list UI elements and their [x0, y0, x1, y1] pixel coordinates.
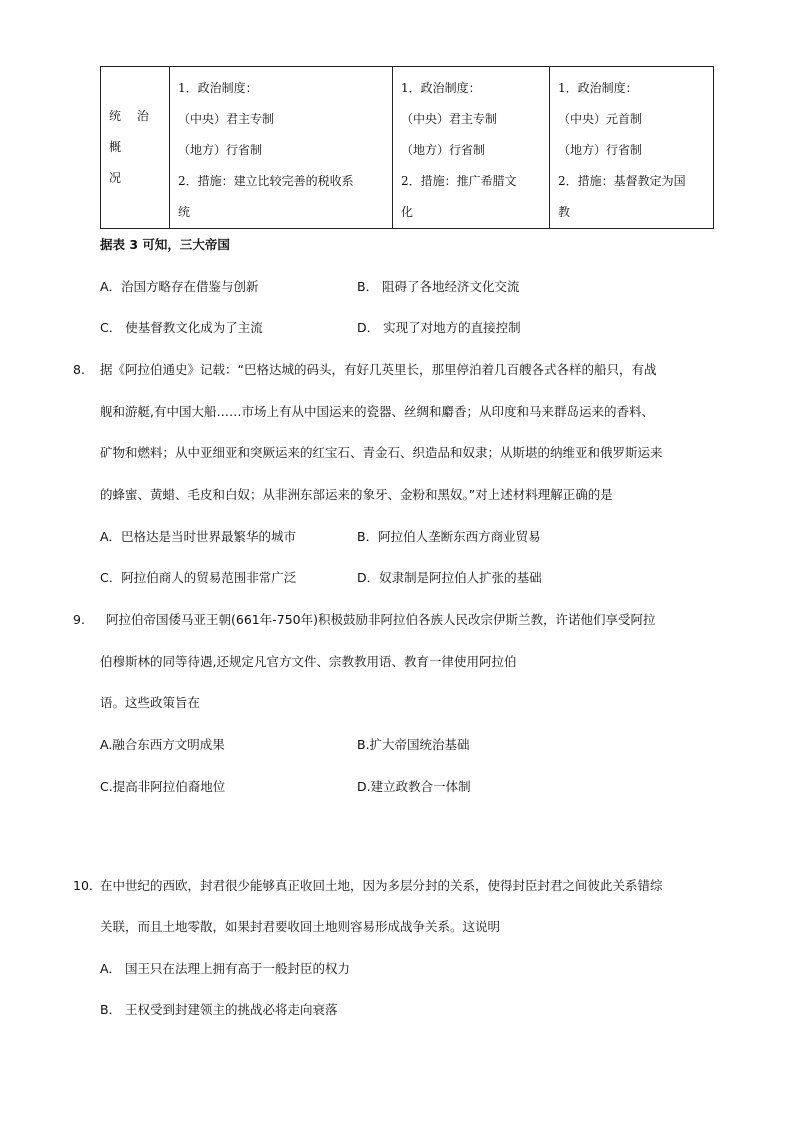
table-row	[101, 67, 714, 229]
q8-text-line: 矿物和燃料；从中亚细亚和突厥运来的红宝石、青金石、织造品和奴隶；从斯堪的纳维亚和俄罗斯运来	[100, 445, 663, 460]
q10-text-line: 关联，而且土地零散，如果封君要收回土地则容易形成战争关系。这说明	[100, 919, 501, 934]
cell-line: 2．措施：基督教定为国	[558, 174, 686, 188]
row-header-cell	[101, 67, 170, 229]
q9-option-b: B.扩大帝国统治基础	[357, 737, 470, 752]
q9-text-line: 伯穆斯林的同等待遇,还规定凡官方文件、宗教教用语、教育一律使用阿拉伯	[100, 654, 517, 669]
q10-text-line: 在中世纪的西欧，封君很少能够真正收回土地，因为多层分封的关系，使得封臣封君之间彼此关系错综	[100, 878, 663, 893]
q9-text-line: 阿拉伯帝国倭马亚王朝(661年-750年)积极鼓励非阿拉伯各族人民改宗伊斯兰教，许诺他们享受阿拉	[106, 612, 656, 627]
q8-text-line: 的蜂蜜、黄蜡、毛皮和白奴；从非洲东部运来的象牙、金粉和黑奴。”对上述材料理解正确的是	[100, 487, 613, 502]
cell-line: 化	[401, 205, 414, 219]
cell-line: （中央）君主专制	[401, 112, 498, 126]
q9-option-d: D.建立政教合一体制	[357, 779, 471, 794]
table-cell-empire-2	[393, 67, 550, 229]
table-cell-empire-3	[550, 67, 714, 229]
q9-option-a: A.融合东西方文明成果	[100, 737, 225, 752]
q9-option-c: C.提高非阿拉伯裔地位	[100, 779, 226, 794]
q7-option-d: D． 实现了对地方的直接控制	[357, 320, 521, 335]
q10-option-b: B． 王权受到封建领主的挑战必将走向衰落	[100, 1002, 338, 1017]
cell-line: （中央）君主专制	[178, 112, 275, 126]
comparison-table	[100, 66, 714, 229]
row-header-line: 统 治 概	[109, 109, 155, 154]
cell-line: （地方）行省制	[401, 143, 486, 157]
row-header-line: 况	[109, 171, 128, 185]
q10-option-a: A． 国王只在法理上拥有高于一般封臣的权力	[100, 961, 351, 976]
q8-text-line: 据《阿拉伯通史》记载：“巴格达城的码头，有好几英里长，那里停泊着几百艘各式各样的船只，有战	[100, 362, 657, 377]
q10-number: 10.	[73, 878, 93, 893]
cell-line: 统	[178, 205, 191, 219]
q8-option-a: A．巴格达是当时世界最繁华的城市	[100, 529, 297, 544]
cell-line: 1．政治制度：	[401, 81, 481, 95]
cell-line: 2．措施：建立比较完善的税收系	[178, 174, 354, 188]
cell-line: 1．政治制度：	[178, 81, 258, 95]
cell-line: 1．政治制度：	[558, 81, 638, 95]
q7-option-c: C． 使基督教文化成为了主流	[100, 320, 263, 335]
q8-option-d: D．奴隶制是阿拉伯人扩张的基础	[357, 570, 542, 585]
cell-line: （地方）行省制	[558, 143, 643, 157]
q7-option-a: A．治国方略存在借鉴与创新	[100, 279, 259, 294]
q8-text-line: 舰和游艇,有中国大船……市场上有从中国运来的瓷器、丝绸和麝香；从印度和马来群岛运来的香料、	[100, 404, 654, 419]
cell-line: （地方）行省制	[178, 143, 263, 157]
cell-line: （中央）元首制	[558, 112, 643, 126]
cell-line: 教	[558, 205, 571, 219]
table-cell-empire-1	[170, 67, 393, 229]
q8-number: 8.	[73, 362, 85, 377]
q7-option-b: B． 阻碍了各地经济文化交流	[357, 279, 520, 294]
q7-stem: 据表 3 可知，三大帝国	[100, 237, 230, 252]
q9-number: 9.	[73, 612, 85, 627]
q8-option-b: B．阿拉伯人垄断东西方商业贸易	[357, 529, 541, 544]
q9-text-line: 语。这些政策旨在	[100, 695, 201, 710]
cell-line: 2．措施：推广希腊文	[401, 174, 517, 188]
q8-option-c: C．阿拉伯商人的贸易范围非常广泛	[100, 570, 297, 585]
